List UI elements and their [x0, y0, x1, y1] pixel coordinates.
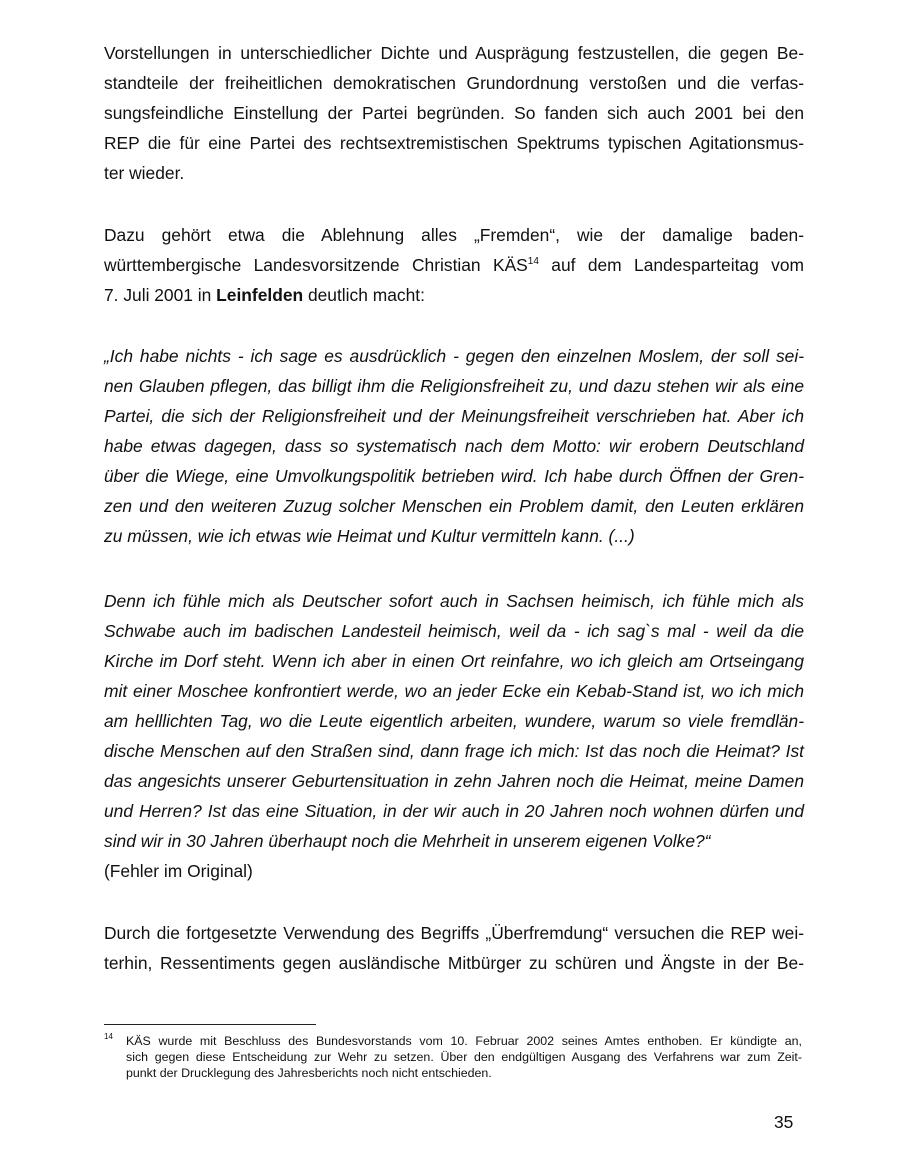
place-name: Leinfelden [216, 285, 304, 305]
quote-line: am helllichten Tag, wo die Leute eigentlich arbeiten, wundere, warum so viele fremdlän- [104, 711, 804, 731]
quote-line: Partei, die sich der Religionsfreiheit und der Meinungsfreiheit verschrieben hat. Aber ich [104, 406, 804, 426]
quote-line: Denn ich fühle mich als Deutscher sofort auch in Sachsen heimisch, ich fühle mich als [104, 591, 804, 611]
original-error-note: (Fehler im Original) [104, 861, 253, 881]
quote-line: habe etwas dagegen, dass so systematisch nach dem Motto: wir erobern Deutschland [104, 436, 804, 456]
paragraph-2-line: Dazu gehört etwa die Ablehnung alles „Fremden“, wie der damalige baden- [104, 225, 804, 245]
quote-line: und Herren? Ist das eine Situation, in der wir auch in 20 Jahren noch wohnen dürfen und [104, 801, 804, 821]
quote-line: zu müssen, wie ich etwas wie Heimat und Kultur vermitteln kann. (...) [104, 526, 635, 546]
quote-line: „Ich habe nichts - ich sage es ausdrücklich - gegen den einzelnen Moslem, der soll sei- [104, 346, 804, 366]
quote-line: Schwabe auch im badischen Landesteil heimisch, weil da - ich sag`s mal - weil da die [104, 621, 804, 641]
paragraph-2-line: 7. Juli 2001 in Leinfelden deutlich macht: [104, 285, 425, 305]
quote-line: Kirche im Dorf steht. Wenn ich aber in einen Ort reinfahre, wo ich gleich am Ortseingang [104, 651, 804, 671]
footnote-line: sich gegen diese Entscheidung zur Wehr zu setzen. Über den endgültigen Ausgang des Verfahrens war zum Zeit- [126, 1050, 802, 1064]
paragraph-1-line: sungsfeindliche Einstellung der Partei begründen. So fanden sich auch 2001 bei den [104, 103, 804, 123]
paragraph-1-line: REP die für eine Partei des rechtsextremistischen Spektrums typischen Agitationsmus- [104, 133, 804, 153]
footnote-line: KÄS wurde mit Beschluss des Bundesvorstands vom 10. Februar 2002 seines Amtes enthoben. Er kündigte an, [126, 1034, 802, 1048]
paragraph-3-line: Durch die fortgesetzte Verwendung des Begriffs „Überfremdung“ versuchen die REP wei- [104, 923, 804, 943]
quote-line: dische Menschen auf den Straßen sind, dann frage ich mich: Ist das noch die Heimat? Ist [104, 741, 804, 761]
paragraph-2-line: württembergische Landesvorsitzende Christian KÄS$^{14}$ auf dem Landesparteitag vom [104, 255, 804, 275]
quote-line: über die Wiege, eine Umvolkungspolitik betrieben wird. Ich habe durch Öffnen der Gren- [104, 466, 804, 486]
quote-line: das angesichts unserer Geburtensituation in zehn Jahren noch die Heimat, meine Damen [104, 771, 804, 791]
footnote-line: punkt der Drucklegung des Jahresberichts noch nicht entschieden. [126, 1066, 492, 1080]
quote-line: sind wir in 30 Jahren überhaupt noch die Mehrheit in unserem eigenen Volke?“ [104, 831, 711, 851]
page-number: 35 [774, 1112, 794, 1132]
quote-line: mit einer Moschee konfrontiert werde, wo an jeder Ecke ein Kebab-Stand ist, wo ich mich [104, 681, 804, 701]
footnote-number: 14 [104, 1032, 113, 1041]
paragraph-1-line: Vorstellungen in unterschiedlicher Dichte und Ausprägung festzustellen, die gegen Be- [104, 43, 804, 63]
paragraph-1-line: standteile der freiheitlichen demokratischen Grundordnung verstoßen und die verfas- [104, 73, 804, 93]
footnote-reference[interactable]: 14 [527, 256, 539, 268]
quote-line: zen und den weiteren Zuzug solcher Menschen ein Problem damit, den Leuten erklären [104, 496, 804, 516]
paragraph-3-line: terhin, Ressentiments gegen ausländische Mitbürger zu schüren und Ängste in der Be- [104, 953, 804, 973]
quote-line: nen Glauben pflegen, das billigt ihm die Religionsfreiheit zu, und dazu stehen wir als eine [104, 376, 804, 396]
paragraph-1-line: ter wieder. [104, 163, 185, 183]
footnote-separator [104, 1024, 316, 1025]
